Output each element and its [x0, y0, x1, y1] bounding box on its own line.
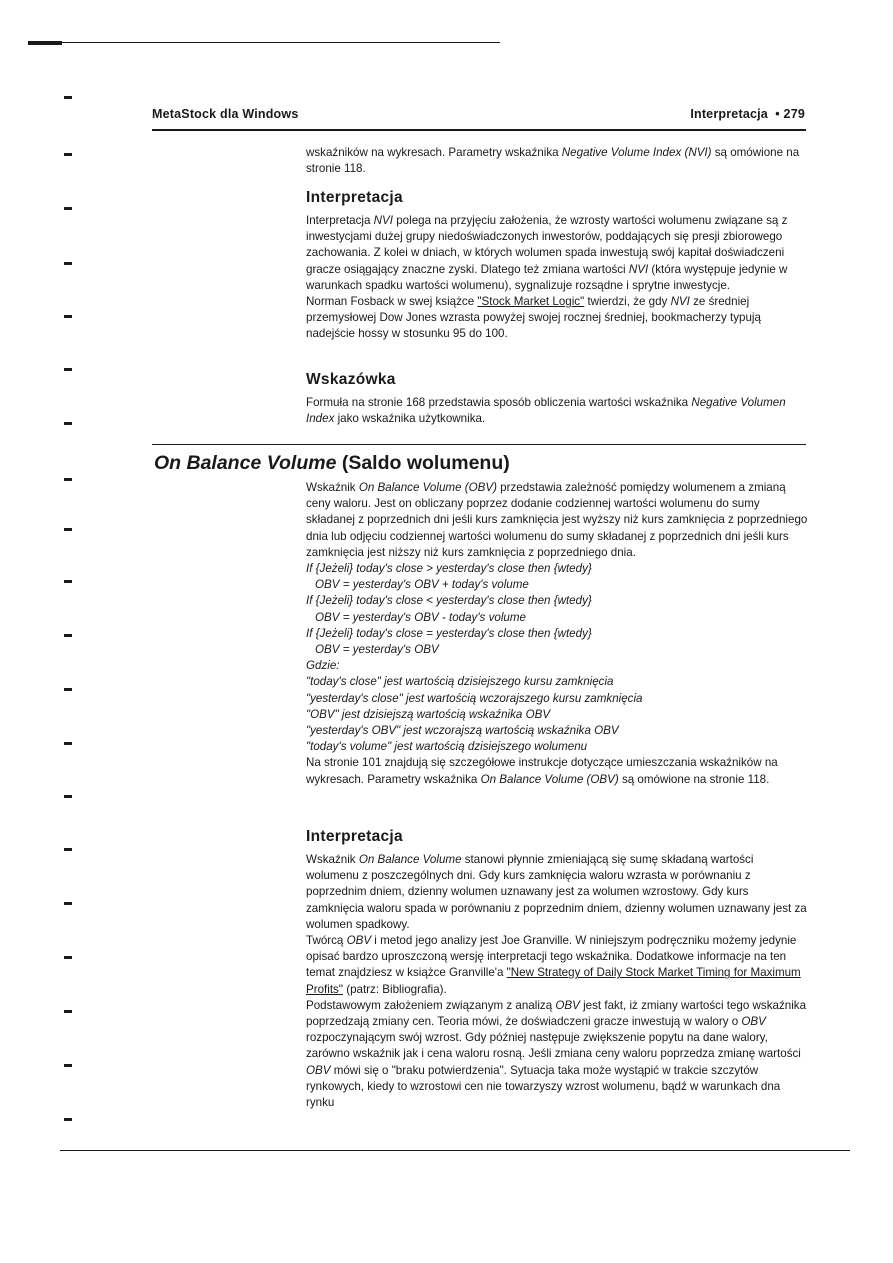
- formula-line: "OBV" jest dzisiejszą wartością wskaźnika OBV: [306, 707, 551, 721]
- obv-formula: [306, 561, 808, 755]
- nvi-tip-paragraph: Formuła na stronie 168 przedstawia sposób obliczenia wartości wskaźnika Negative Volumen Index jako wskaźnika użytkownika.: [306, 396, 786, 426]
- nvi-interp-paragraph-1: Interpretacja NVI polega na przyjęciu założenia, że wzrosty wartości wolumenu związane są z inwestycjami dużej grupy niedoświadczonych inwestorów, poddających się presji zbiorowego zachowania. Z kolei w dniach, w których wolumen spada inwestują swój kapitał doświadczeni gracze osiągający znaczne zyski. Dlatego też zmiana wartości NVI (która występuje jedynie w warunkach spadku wartości wolumenu), sygnalizuje rozsądne i sprytne inwestycje.: [306, 214, 788, 292]
- binding-mark: [64, 580, 72, 583]
- binding-mark: [64, 688, 72, 691]
- binding-mark: [64, 1010, 72, 1013]
- binding-mark: [64, 902, 72, 905]
- formula-line: If {Jeżeli} today's close = yesterday's close then {wtedy}: [306, 626, 592, 640]
- book-reference-link: "New Strategy of Daily Stock Market Timing for Maximum Profits": [306, 966, 801, 996]
- nvi-interp-paragraph-2: Norman Fosback w swej książce "Stock Market Logic" twierdzi, że gdy NVI ze średniej przemysłowej Dow Jones wzrasta powyżej swojej rocznej średniej, bookmacherzy typują nadejście hossy w stosunku 95 do 100.: [306, 295, 761, 341]
- binding-mark: [64, 1118, 72, 1121]
- binding-mark: [64, 368, 72, 371]
- nvi-interpretation: [306, 189, 808, 343]
- top-scan-line: [60, 42, 500, 43]
- formula-line: "yesterday's OBV" jest wczorajszą wartością wskaźnika OBV: [306, 724, 619, 738]
- formula-line: "yesterday's close" jest wartością wczorajszego kursu zamknięcia: [306, 691, 643, 705]
- book-reference-link: "Stock Market Logic": [477, 295, 585, 309]
- formula-line: OBV = yesterday's OBV + today's volume: [315, 578, 529, 592]
- section-heading: Interpretacja: [306, 189, 403, 206]
- obv-interp-paragraph-3: Podstawowym założeniem związanym z analizą OBV jest fakt, iż zmiany wartości tego wskaźnika poprzedzają zmiany cen. Teoria mówi, że doświadczeni gracze inwestują w walory o OBV rozpoczynającym swój wzrost. Gdy później następuje zwiększenie popytu na dane walory, zarówno wskaźnik jak i cena waloru rosną. Jeśli zmiana ceny waloru poprzedza zmianę wartości OBV mówi się o "braku potwierdzenia". Sytuacja taka może wystąpić w trakcie szczytów rynkowych, kiedy to wzrostowi cen nie towarzyszy wzrost wolumenu, bądź w warunkach dna rynku: [306, 998, 807, 1110]
- obv-section-title: On Balance Volume (Saldo wolumenu): [154, 452, 510, 474]
- header-rule: [152, 129, 806, 131]
- binding-mark: [64, 478, 72, 481]
- binding-mark: [64, 262, 72, 265]
- formula-line: If {Jeżeli} today's close > yesterday's close then {wtedy}: [306, 562, 592, 576]
- binding-mark: [64, 422, 72, 425]
- obv-intro-paragraph: Wskaźnik On Balance Volume (OBV) przedstawia zależność pomiędzy wolumenem a zmianą ceny waloru. Jest on obliczany poprzez dodanie codziennej wartości wolumenu do sumy składanej z poprzednich dni jeśli kurs zamknięcia jest wyższy niż kurs zamknięcia z poprzedniego dnia lub odjęciu codziennej wartości wolumenu do sumy składanej z poprzednich dni jeśli kurs zamknięcia jest niższy niż kurs zamknięcia z poprzedniego dnia.: [306, 481, 808, 559]
- obv-body: [306, 480, 808, 788]
- binding-mark: [64, 634, 72, 637]
- obv-params-paragraph: Na stronie 101 znajdują się szczegółowe instrukcje dotyczące umieszczania wskaźników na wykresach. Parametry wskaźnika On Balance Volume (OBV) są omówione na stronie 118.: [306, 756, 778, 786]
- binding-mark: [64, 207, 72, 210]
- formula-line: If {Jeżeli} today's close < yesterday's close then {wtedy}: [306, 594, 592, 608]
- obv-interp-paragraph-1: Wskaźnik On Balance Volume stanowi płynnie zmieniającą się sumę składaną wartości wolumenu z poszczególnych dni. Gdy kurs zamknięcia waloru wzrasta w porównaniu z poprzednim dniem, dzienny wolumen uznawany jest za wolumen wzrostowy. Gdy kurs zamknięcia waloru spada w porównaniu z poprzednim dniem, dzienny wolumen uznawany jest za wolumen spadkowy.: [306, 853, 807, 931]
- binding-mark: [64, 153, 72, 156]
- bottom-scan-line: [60, 1150, 850, 1151]
- nvi-tip: [306, 371, 806, 427]
- obv-interpretation: [306, 828, 808, 1111]
- binding-mark: [64, 742, 72, 745]
- formula-line: OBV = yesterday's OBV - today's volume: [315, 610, 526, 624]
- section-heading: Interpretacja: [306, 828, 403, 845]
- binding-mark: [64, 315, 72, 318]
- formula-line: "today's volume" jest wartością dzisiejszego wolumenu: [306, 740, 588, 754]
- running-header-left: MetaStock dla Windows: [152, 107, 299, 121]
- binding-mark: [64, 1064, 72, 1067]
- nvi-closing-paragraph: wskaźników na wykresach. Parametry wskaźnika Negative Volume Index (NVI) są omówione na stronie 118.: [306, 146, 800, 176]
- binding-mark: [64, 528, 72, 531]
- running-header-right: Interpretacja • 279: [690, 107, 805, 121]
- binding-mark: [64, 956, 72, 959]
- nvi-section: [306, 145, 806, 177]
- binding-mark: [64, 848, 72, 851]
- formula-line: Gdzie:: [306, 659, 340, 673]
- section-divider: [152, 444, 806, 445]
- formula-line: "today's close" jest wartością dzisiejszego kursu zamknięcia: [306, 675, 614, 689]
- section-heading: Wskazówka: [306, 371, 396, 388]
- binding-mark: [64, 96, 72, 99]
- formula-line: OBV = yesterday's OBV: [315, 643, 439, 657]
- obv-interp-paragraph-2: Twórcą OBV i metod jego analizy jest Joe Granville. W niniejszym podręczniku możemy jedynie opisać bardzo uproszczoną wersję interpretacji tego wskaźnika. Dodatkowe informacje na ten temat znajdziesz w książce Granville'a "New Strategy of Daily Stock Market Timing for Maximum Profits" (patrz: Bibliografia).: [306, 934, 801, 996]
- top-scan-mark: [28, 41, 62, 45]
- binding-mark: [64, 795, 72, 798]
